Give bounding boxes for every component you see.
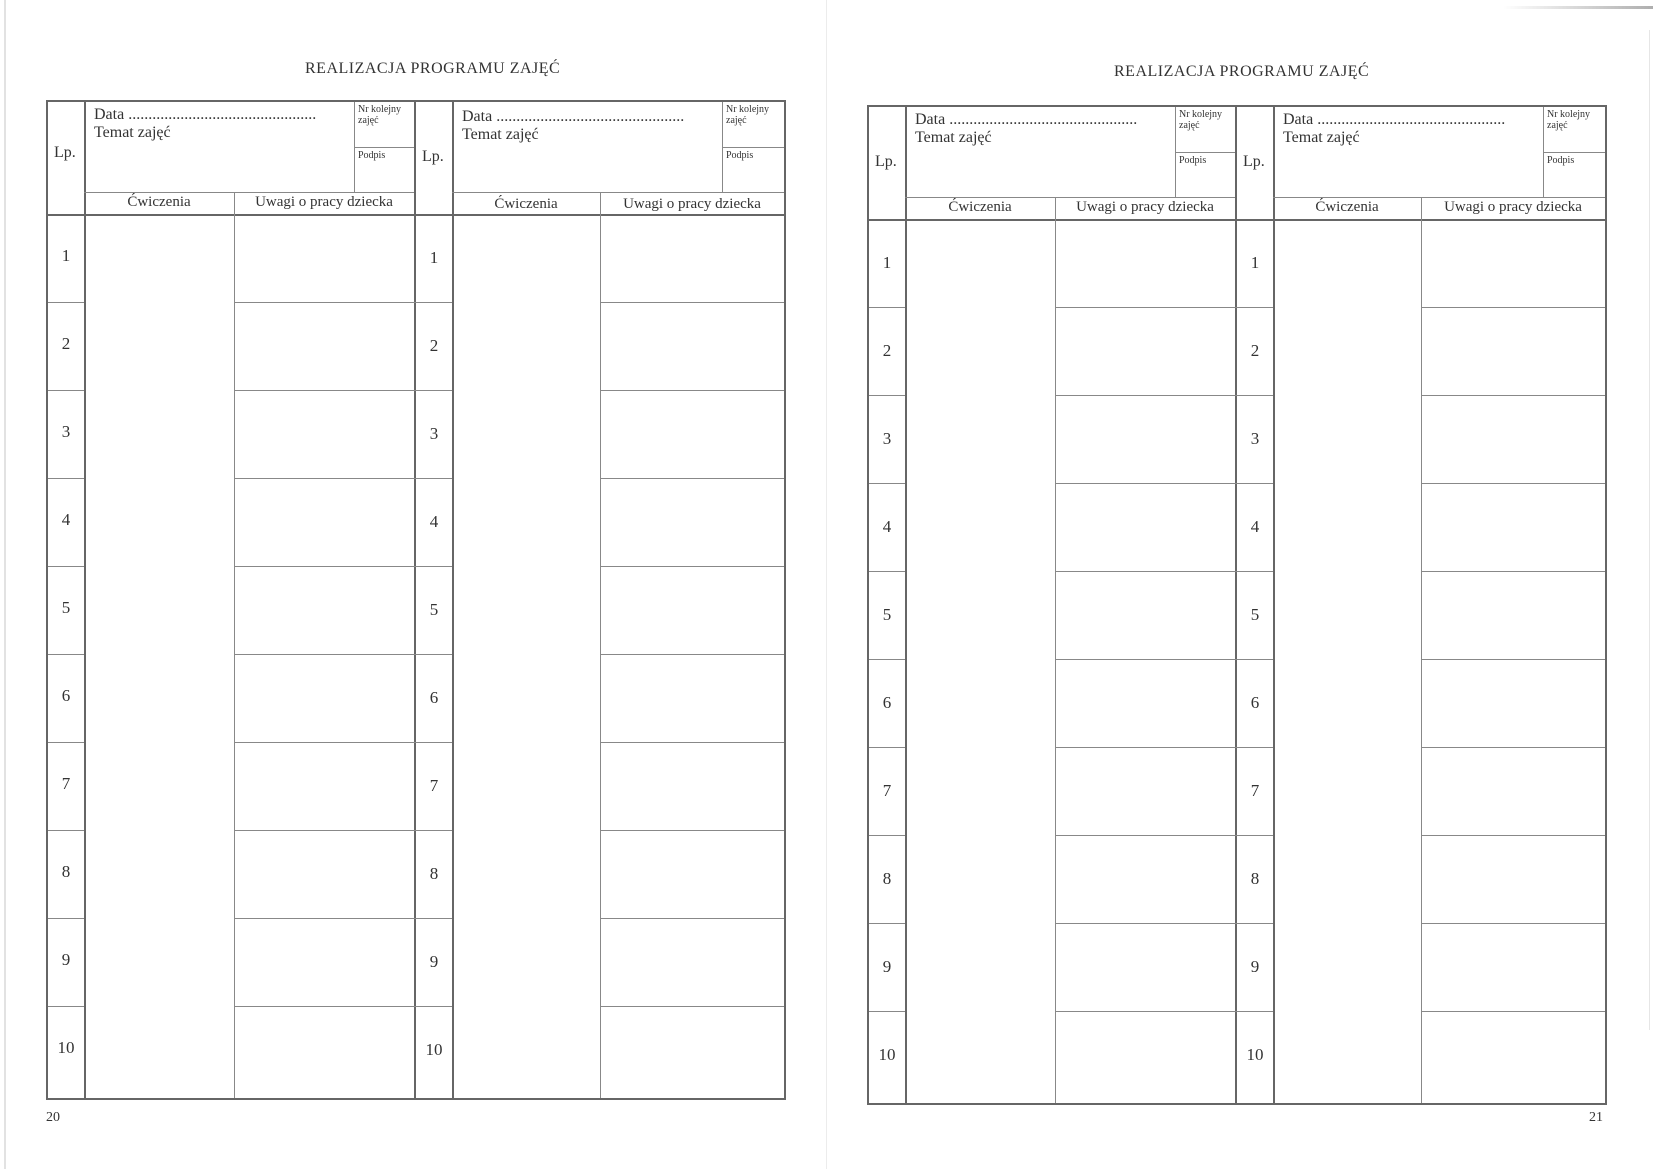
row-line [414, 566, 452, 567]
row-line [1055, 835, 1235, 836]
remarks-header: Uwagi o pracy dziecka [1076, 199, 1214, 215]
row-line [1055, 395, 1235, 396]
row-line [1421, 835, 1605, 836]
row-line [1421, 659, 1605, 660]
row-line [234, 918, 414, 919]
row-line [234, 654, 414, 655]
row-number: 2 [1250, 341, 1260, 360]
row-line [1421, 1011, 1605, 1012]
row-number: 8 [429, 864, 439, 883]
column-divider [1421, 197, 1422, 1103]
row-number: 4 [429, 512, 439, 531]
nr-label-2: zajęć [358, 115, 379, 126]
row-line [48, 742, 84, 743]
row-line [48, 478, 84, 479]
lp-label: Lp. [422, 148, 444, 165]
row-line [1421, 307, 1605, 308]
row-line [1235, 571, 1273, 572]
row-number: 7 [61, 774, 71, 793]
row-line [1055, 483, 1235, 484]
row-line [234, 302, 414, 303]
nr-box-divider [1175, 152, 1235, 153]
page-number: 21 [1589, 1110, 1603, 1125]
row-line [1235, 923, 1273, 924]
form-table [867, 105, 1607, 1105]
nr-box-divider [1543, 152, 1605, 153]
row-number: 8 [882, 869, 892, 888]
nr-box-divider [354, 147, 414, 148]
row-line [1235, 835, 1273, 836]
row-line [600, 390, 784, 391]
topic-label: Temat zajęć [915, 129, 992, 146]
row-line [48, 1006, 84, 1007]
row-number: 3 [61, 422, 71, 441]
header-divider [1273, 197, 1605, 198]
row-line [48, 654, 84, 655]
remarks-header: Uwagi o pracy dziecka [255, 194, 393, 210]
lp-divider [84, 102, 86, 1098]
data-label: Data ............................................... [462, 108, 685, 125]
row-number: 6 [429, 688, 439, 707]
data-label: Data ............................................... [1283, 111, 1506, 128]
row-number: 5 [882, 605, 892, 624]
row-line [600, 1006, 784, 1007]
exercises-header: Ćwiczenia [127, 194, 191, 210]
page-right [827, 0, 1653, 1169]
row-line [1235, 395, 1273, 396]
row-line [1055, 923, 1235, 924]
remarks-header: Uwagi o pracy dziecka [1444, 199, 1582, 215]
row-number: 2 [429, 336, 439, 355]
lp-divider [905, 107, 907, 1103]
row-line [869, 307, 905, 308]
row-line [600, 302, 784, 303]
row-line [1235, 659, 1273, 660]
row-number: 1 [61, 246, 71, 265]
lp-divider [1273, 107, 1275, 1103]
row-line [1421, 747, 1605, 748]
exercises-header: Ćwiczenia [494, 196, 558, 212]
page-title: REALIZACJA PROGRAMU ZAJĘĆ [305, 60, 561, 77]
row-number: 3 [882, 429, 892, 448]
row-line [600, 742, 784, 743]
row-line [234, 566, 414, 567]
row-number: 9 [882, 957, 892, 976]
row-line [48, 302, 84, 303]
row-line [869, 395, 905, 396]
row-line [869, 483, 905, 484]
row-line [1055, 659, 1235, 660]
nr-box-divider [722, 147, 784, 148]
row-number: 1 [882, 253, 892, 272]
row-line [1235, 747, 1273, 748]
row-line [48, 830, 84, 831]
signature-label: Podpis [1179, 155, 1207, 166]
topic-label: Temat zajęć [1283, 129, 1360, 146]
row-line [869, 835, 905, 836]
row-line [600, 566, 784, 567]
row-line [48, 566, 84, 567]
row-number: 4 [882, 517, 892, 536]
row-line [869, 747, 905, 748]
row-number: 8 [1250, 869, 1260, 888]
row-number: 1 [1250, 253, 1260, 272]
row-line [414, 302, 452, 303]
lp-label: Lp. [1243, 153, 1265, 170]
row-line [600, 918, 784, 919]
row-number: 3 [1250, 429, 1260, 448]
row-number: 10 [878, 1045, 896, 1064]
row-number: 4 [61, 510, 71, 529]
row-line [234, 742, 414, 743]
row-number: 10 [425, 1040, 443, 1059]
row-line [414, 1006, 452, 1007]
page-left [0, 0, 826, 1169]
row-line [234, 1006, 414, 1007]
row-line [414, 390, 452, 391]
nr-label: Nr kolejny [1179, 109, 1223, 120]
signature-label: Podpis [1547, 155, 1575, 166]
lp-label: Lp. [54, 144, 76, 161]
row-number: 8 [61, 862, 71, 881]
row-line [1421, 923, 1605, 924]
column-divider [1055, 197, 1056, 1103]
row-number: 10 [57, 1038, 75, 1057]
row-line [869, 571, 905, 572]
row-number: 1 [429, 248, 439, 267]
row-number: 6 [882, 693, 892, 712]
row-number: 10 [1246, 1045, 1264, 1064]
row-number: 2 [61, 334, 71, 353]
row-number: 4 [1250, 517, 1260, 536]
row-line [1235, 307, 1273, 308]
lp-label: Lp. [875, 153, 897, 170]
row-number: 9 [429, 952, 439, 971]
row-line [869, 1011, 905, 1012]
header-divider [905, 197, 1235, 198]
row-number: 9 [1250, 957, 1260, 976]
topic-label: Temat zajęć [94, 124, 171, 141]
row-number: 6 [1250, 693, 1260, 712]
row-line [1421, 483, 1605, 484]
row-line [600, 654, 784, 655]
header-divider [84, 192, 414, 193]
row-line [414, 918, 452, 919]
row-number: 7 [429, 776, 439, 795]
page-title: REALIZACJA PROGRAMU ZAJĘĆ [1114, 63, 1370, 80]
row-line [414, 830, 452, 831]
row-line [1055, 307, 1235, 308]
row-line [600, 478, 784, 479]
topic-label: Temat zajęć [462, 126, 539, 143]
nr-label-2: zajęć [1179, 120, 1200, 131]
page-edge-shadow [1649, 30, 1650, 1030]
row-number: 7 [1250, 781, 1260, 800]
row-number: 2 [882, 341, 892, 360]
row-line [1235, 483, 1273, 484]
header-bottom [869, 219, 1605, 221]
row-line [1235, 1011, 1273, 1012]
row-line [1055, 747, 1235, 748]
row-line [1055, 1011, 1235, 1012]
exercises-header: Ćwiczenia [1315, 199, 1379, 215]
column-divider [234, 192, 235, 1098]
row-line [1421, 395, 1605, 396]
row-number: 5 [1250, 605, 1260, 624]
row-number: 6 [61, 686, 71, 705]
nr-label: Nr kolejny [726, 104, 770, 115]
row-line [600, 830, 784, 831]
nr-label: Nr kolejny [1547, 109, 1591, 120]
row-number: 7 [882, 781, 892, 800]
data-label: Data ............................................... [94, 106, 317, 123]
header-bottom [48, 214, 784, 216]
row-line [48, 390, 84, 391]
row-line [414, 478, 452, 479]
page-number: 20 [46, 1110, 60, 1125]
remarks-header: Uwagi o pracy dziecka [623, 196, 761, 212]
exercises-header: Ćwiczenia [948, 199, 1012, 215]
row-number: 5 [61, 598, 71, 617]
row-number: 9 [61, 950, 71, 969]
nr-label-2: zajęć [1547, 120, 1568, 131]
row-number: 3 [429, 424, 439, 443]
row-line [869, 659, 905, 660]
row-line [869, 923, 905, 924]
column-divider [600, 192, 601, 1098]
header-divider [452, 192, 784, 193]
lp-divider [452, 102, 454, 1098]
row-line [414, 742, 452, 743]
row-line [48, 918, 84, 919]
nr-label: Nr kolejny [358, 104, 402, 115]
form-table [46, 100, 786, 1100]
row-line [414, 654, 452, 655]
row-number: 5 [429, 600, 439, 619]
row-line [1055, 571, 1235, 572]
signature-label: Podpis [358, 150, 386, 161]
row-line [234, 478, 414, 479]
row-line [1421, 571, 1605, 572]
nr-label-2: zajęć [726, 115, 747, 126]
row-line [234, 830, 414, 831]
data-label: Data ............................................... [915, 111, 1138, 128]
signature-label: Podpis [726, 150, 754, 161]
row-line [234, 390, 414, 391]
